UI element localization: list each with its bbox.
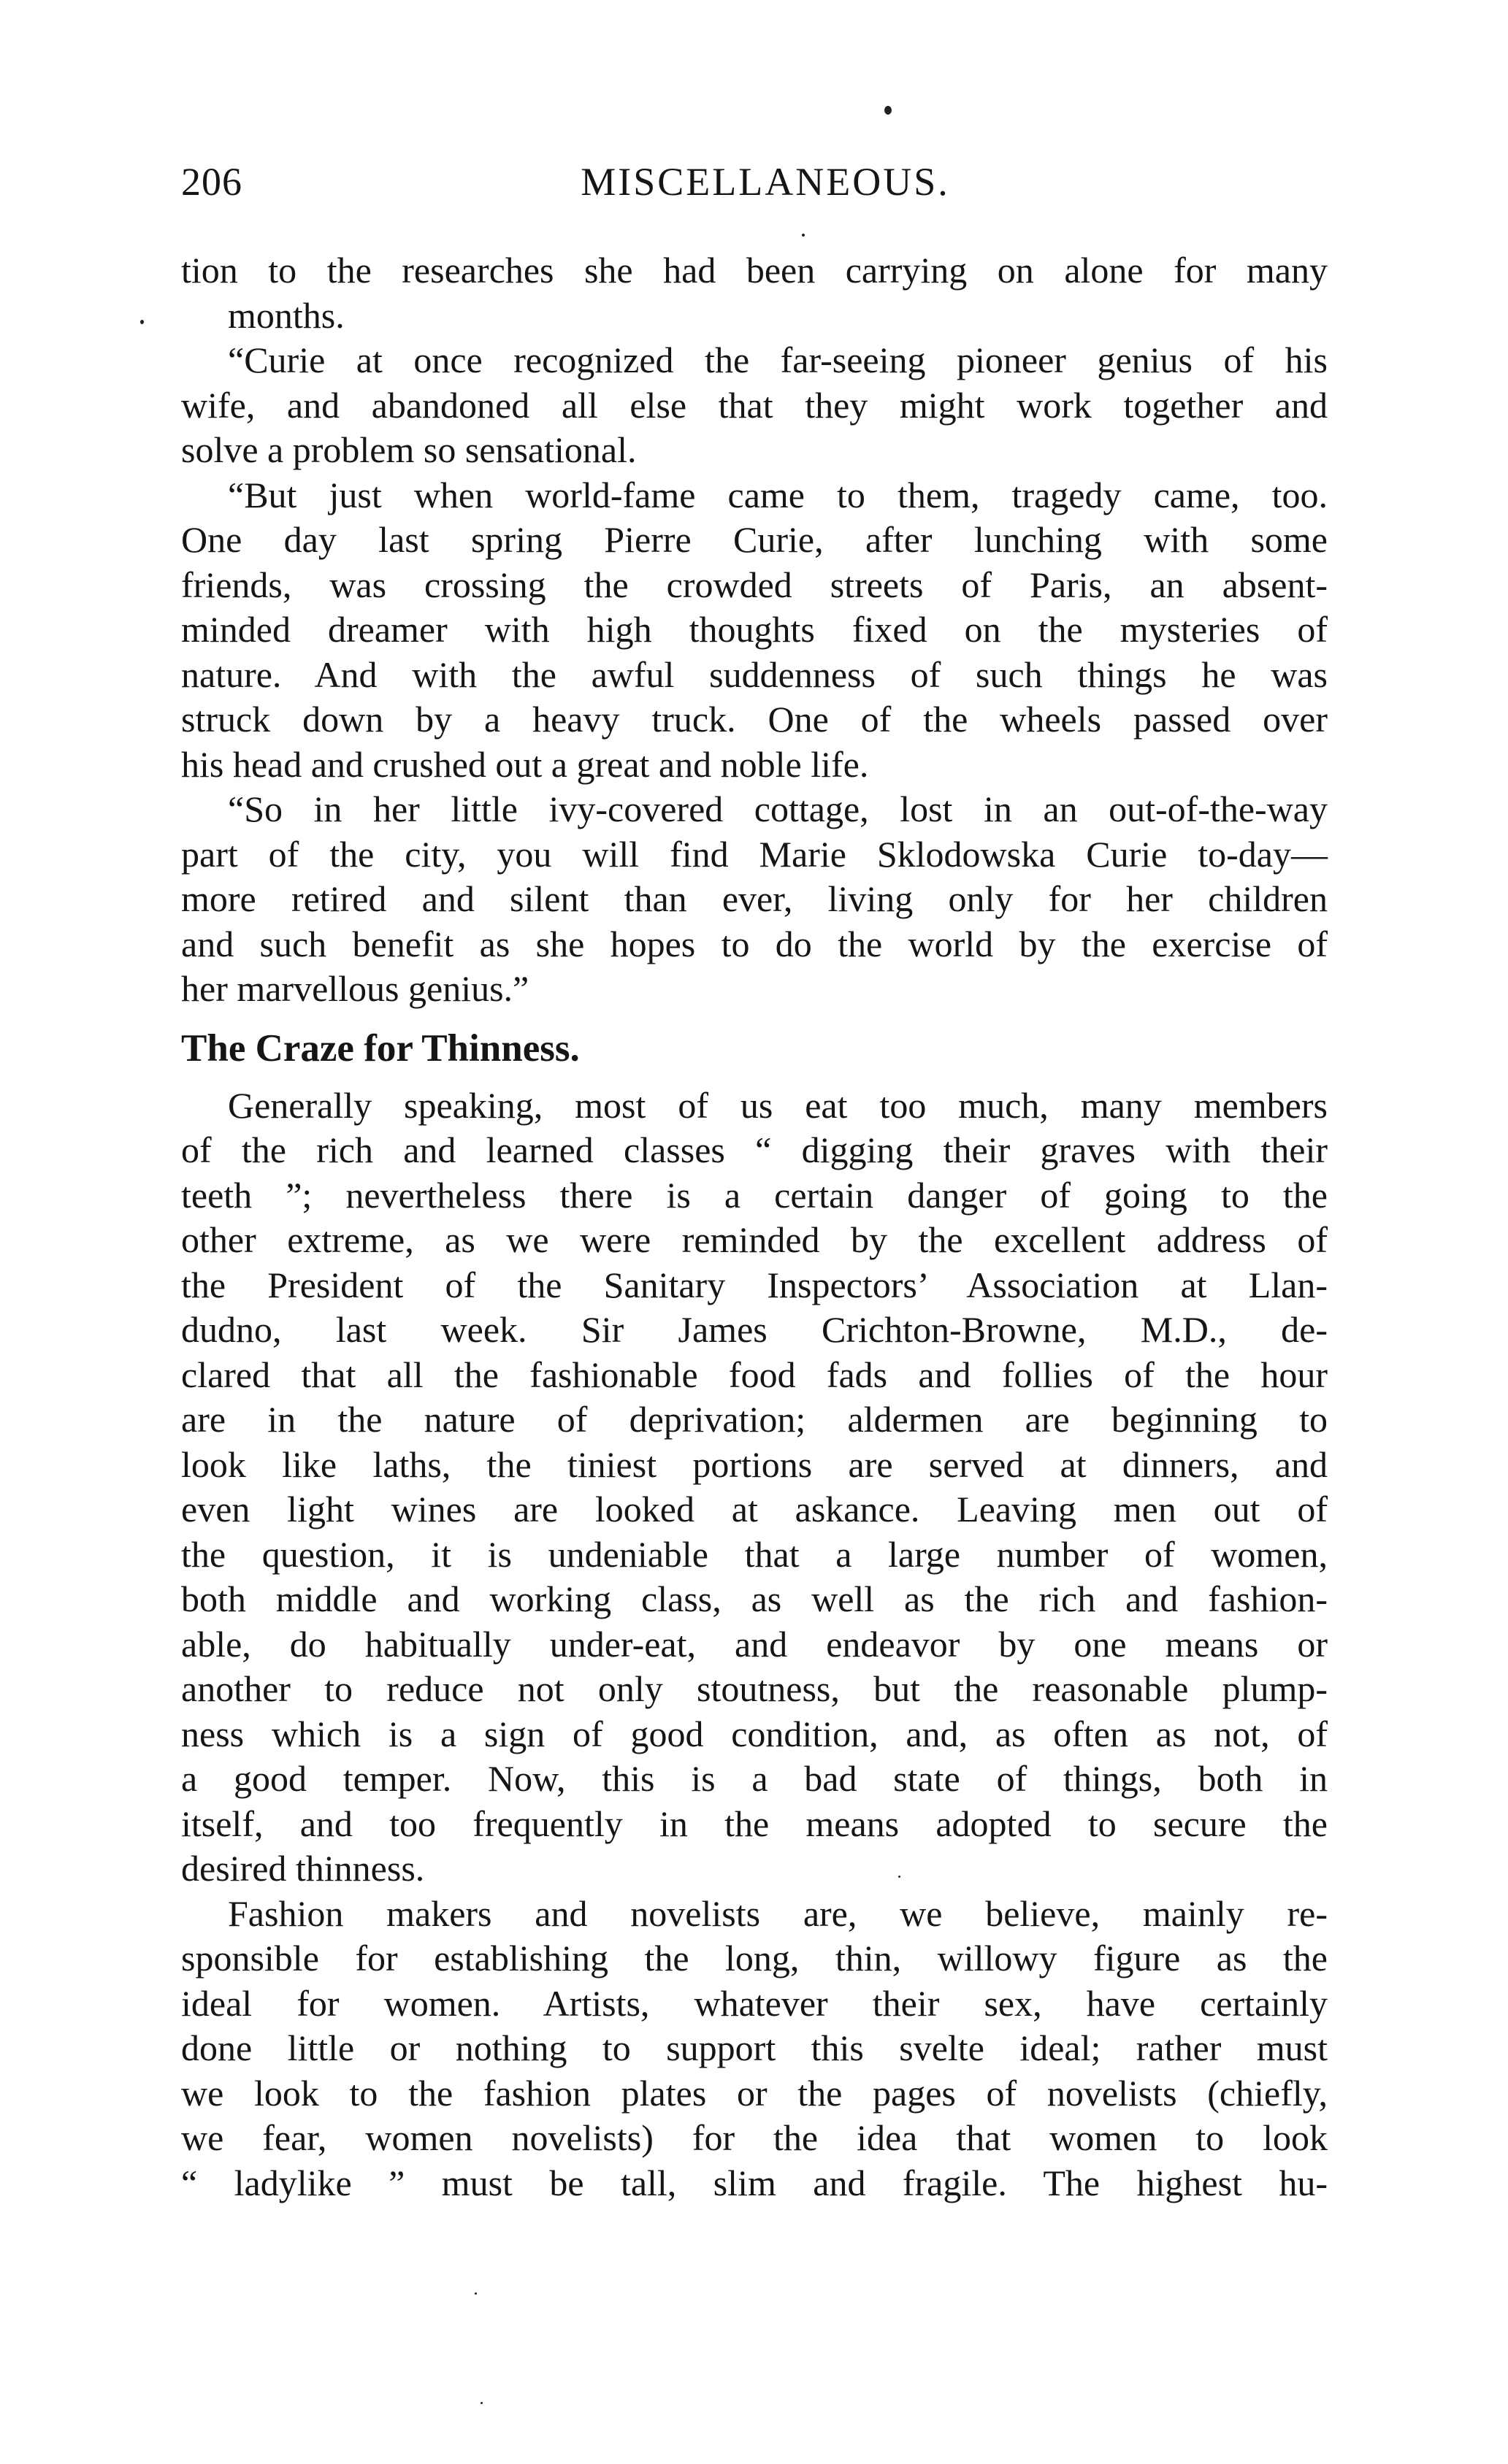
text-line: Generally speaking, most of us eat too much, many members [228, 1084, 1328, 1126]
text-line: friends, was crossing the crowded streets of Paris, an absent- [181, 564, 1328, 605]
print-speck [140, 320, 144, 324]
text-line: done little or nothing to support this svelte ideal; rather must [181, 2027, 1328, 2068]
text-line: “ ladylike ” must be tall, slim and fragile. The highest hu- [181, 2162, 1328, 2203]
text-line: of the rich and learned classes “ digging their graves with their [181, 1129, 1328, 1170]
text-line: another to reduce not only stoutness, but the reasonable plump- [181, 1668, 1328, 1709]
text-line: able, do habitually under-eat, and endeavor by one means or [181, 1623, 1328, 1665]
print-speck [884, 106, 892, 115]
text-line: and such benefit as she hopes to do the world by the exercise of [181, 923, 1328, 964]
text-line: Fashion makers and novelists are, we believe, mainly re- [228, 1892, 1328, 1934]
text-line: “Curie at once recognized the far-seeing pioneer genius of his [228, 339, 1328, 380]
text-line: itself, and too frequently in the means adopted to secure the [181, 1803, 1328, 1844]
text-line: ness which is a sign of good condition, and, as often as not, of [181, 1713, 1328, 1754]
text-line: we look to the fashion plates or the pages of novelists (chiefly, [181, 2072, 1328, 2114]
text-line: nature. And with the awful suddenness of such things he was [181, 653, 1328, 695]
text-line: teeth ”; nevertheless there is a certain danger of going to the [181, 1174, 1328, 1216]
section-heading: The Craze for Thinness. [181, 1026, 580, 1070]
text-line: tion to the researches she had been carrying on alone for many [181, 250, 1328, 291]
text-line: solve a problem so sensational. [181, 429, 637, 470]
text-line: wife, and abandoned all else that they might work together and [181, 384, 1328, 426]
text-line: other extreme, as we were reminded by the excellent address of [181, 1219, 1328, 1260]
print-speck [802, 234, 805, 237]
text-line: are in the nature of deprivation; aldermen are beginning to [181, 1399, 1328, 1440]
text-line: her marvellous genius.” [181, 968, 529, 1009]
text-line: months. [228, 294, 345, 336]
text-line: a good temper. Now, this is a bad state of things, both in [181, 1758, 1328, 1799]
text-line: One day last spring Pierre Curie, after lunching with some [181, 519, 1328, 560]
text-line: we fear, women novelists) for the idea that women to look [181, 2117, 1328, 2158]
page-number: 206 [181, 160, 242, 204]
text-line: look like laths, the tiniest portions are served at dinners, and [181, 1443, 1328, 1485]
text-line: both middle and working class, as well as the rich and fashion- [181, 1578, 1328, 1619]
body-text [181, 248, 1328, 2206]
text-line: the question, it is undeniable that a large number of women, [181, 1533, 1328, 1575]
text-line: dudno, last week. Sir James Crichton-Browne, M.D., de- [181, 1309, 1328, 1350]
text-line: even light wines are looked at askance. Leaving men out of [181, 1489, 1328, 1530]
text-line: desired thinness. [181, 1848, 425, 1889]
text-line: part of the city, you will find Marie Sklodowska Curie to-day— [181, 833, 1328, 875]
text-line: struck down by a heavy truck. One of the wheels passed over [181, 699, 1328, 740]
text-line: “But just when world-fame came to them, tragedy came, too. [228, 474, 1328, 515]
text-line: his head and crushed out a great and noble life. [181, 743, 869, 785]
text-line: clared that all the fashionable food fads and follies of the hour [181, 1354, 1328, 1395]
print-speck [481, 2402, 483, 2404]
running-head: MISCELLANEOUS. [581, 160, 950, 204]
print-speck [898, 1876, 900, 1878]
print-speck [475, 2292, 477, 2295]
text-line: more retired and silent than ever, living only for her children [181, 878, 1328, 919]
text-line: the President of the Sanitary Inspectors’ Association at Llan- [181, 1264, 1328, 1305]
text-line: “So in her little ivy-covered cottage, lost in an out-of-the-way [228, 788, 1328, 829]
text-line: minded dreamer with high thoughts fixed on the mysteries of [181, 609, 1328, 650]
text-line: ideal for women. Artists, whatever their sex, have certainly [181, 1982, 1328, 2024]
text-line: sponsible for establishing the long, thin, willowy figure as the [181, 1938, 1328, 1979]
page-header [181, 159, 1328, 218]
